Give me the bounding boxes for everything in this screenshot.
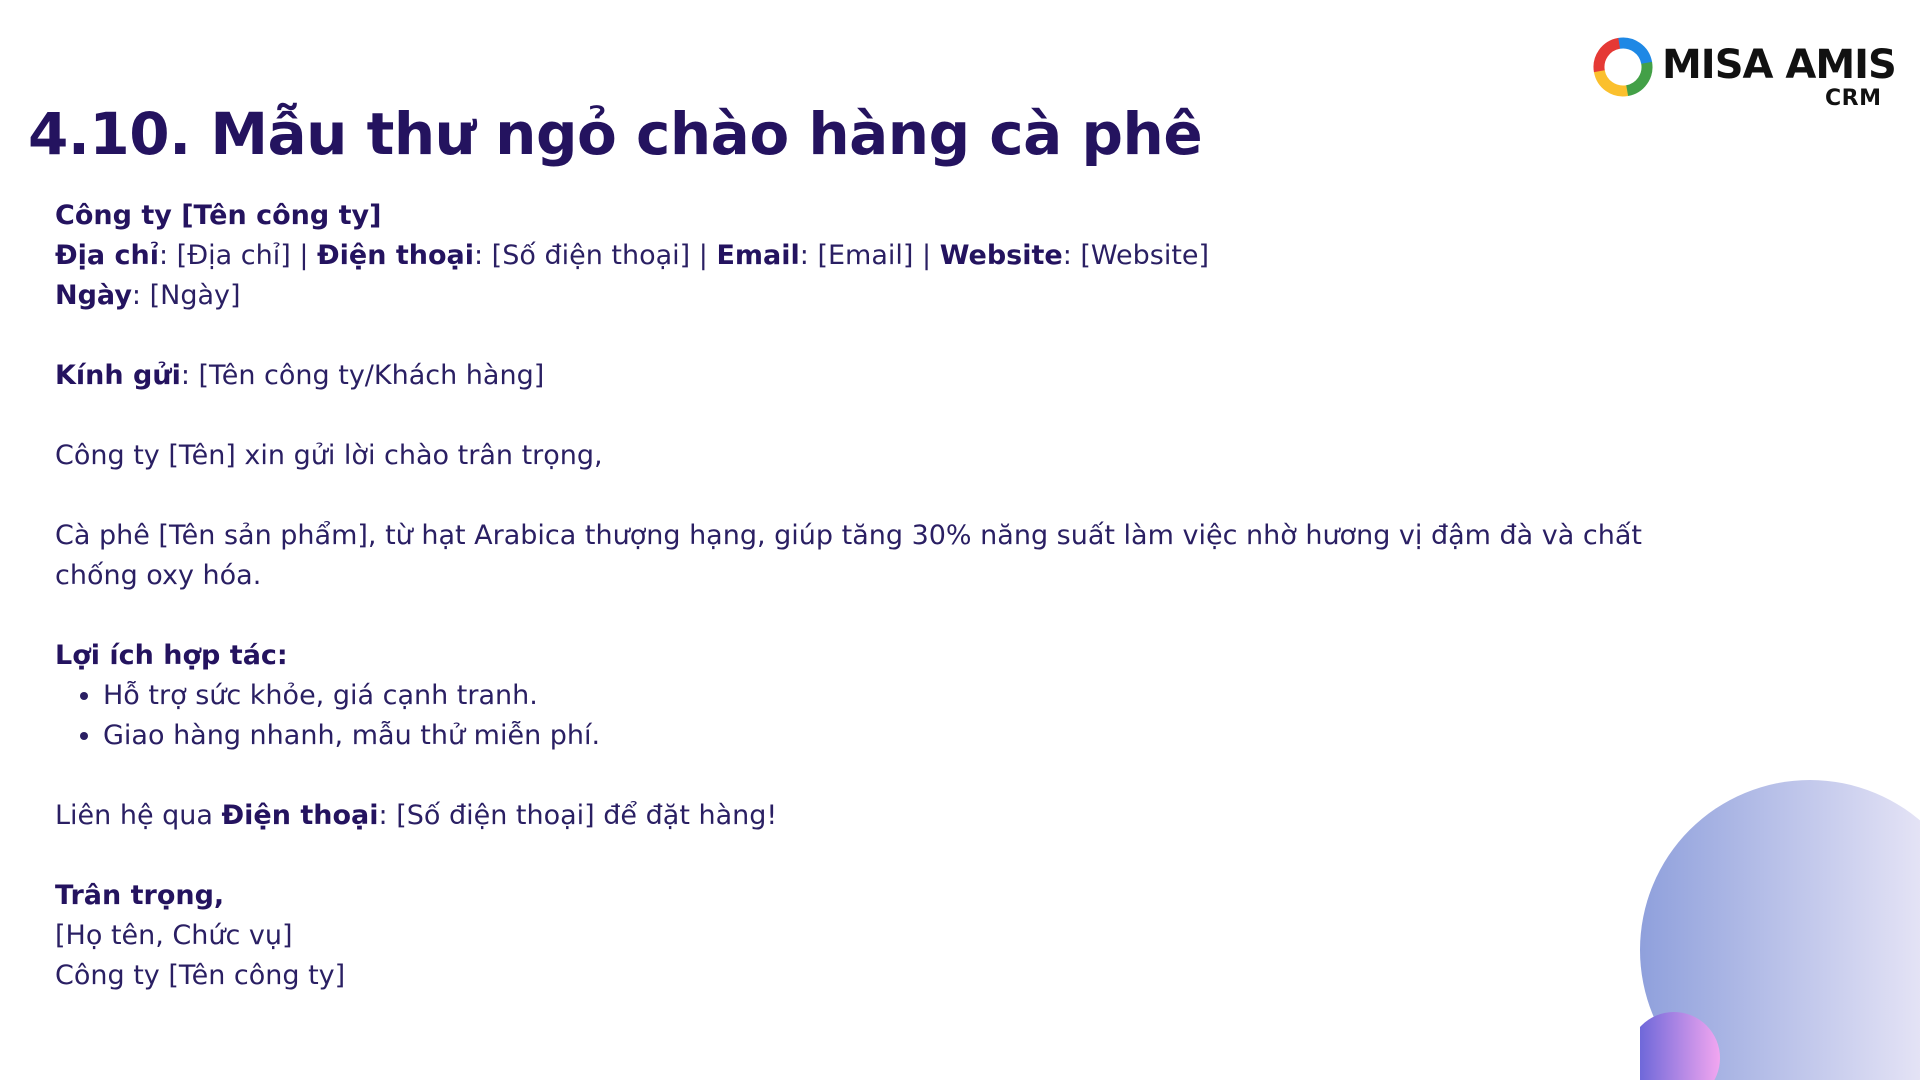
greeting: Công ty [Tên] xin gửi lời chào trân trọng,	[55, 440, 603, 471]
recipient-line	[55, 356, 1675, 396]
benefits-heading: Lợi ích hợp tác:	[55, 640, 288, 671]
body-paragraph: Cà phê [Tên sản phẩm], từ hạt Arabica thượng hạng, giúp tăng 30% năng suất làm việc nhờ hương vị đậm đà và chất chống oxy hóa.	[55, 520, 1643, 591]
email-value: : [Email] |	[799, 240, 940, 271]
recipient-value: : [Tên công ty/Khách hàng]	[180, 360, 545, 391]
signer: [Họ tên, Chức vụ]	[55, 920, 293, 951]
cta-label: Điện thoại	[221, 800, 379, 831]
cta-suffix: : [Số điện thoại] để đặt hàng!	[378, 800, 778, 831]
list-item: • Giao hàng nhanh, mẫu thử miễn phí.	[103, 716, 1675, 756]
brand-product: CRM	[1825, 86, 1882, 111]
recipient-label: Kính gửi	[55, 360, 181, 391]
email-label: Email	[716, 240, 800, 271]
slide-title: 4.10. Mẫu thư ngỏ chào hàng cà phê	[28, 100, 1203, 168]
date-line	[55, 276, 1675, 316]
company-line	[55, 196, 1675, 236]
website-value: : [Website]	[1062, 240, 1210, 271]
cta-line	[55, 796, 1675, 836]
date-value: : [Ngày]	[131, 280, 241, 311]
brand-logo	[1592, 36, 1896, 116]
decorative-circles	[1640, 780, 1920, 1080]
benefits-list	[55, 676, 1675, 756]
contact-line	[55, 236, 1675, 276]
brand-name: MISA AMIS	[1662, 42, 1896, 88]
phone-value: : [Số điện thoại] |	[473, 240, 717, 271]
address-label: Địa chỉ	[55, 240, 159, 271]
company-name: Công ty [Tên công ty]	[55, 200, 382, 231]
misa-ring-logo-icon	[1592, 36, 1654, 98]
signer-company: Công ty [Tên công ty]	[55, 960, 346, 991]
letter-body	[55, 196, 1675, 996]
cta-prefix: Liên hệ qua	[55, 800, 222, 831]
date-label: Ngày	[55, 280, 132, 311]
website-label: Website	[939, 240, 1063, 271]
address-value: : [Địa chỉ] |	[158, 240, 318, 271]
closing: Trân trọng,	[55, 880, 225, 911]
list-item: • Hỗ trợ sức khỏe, giá cạnh tranh.	[103, 676, 1675, 716]
phone-label: Điện thoại	[317, 240, 474, 271]
